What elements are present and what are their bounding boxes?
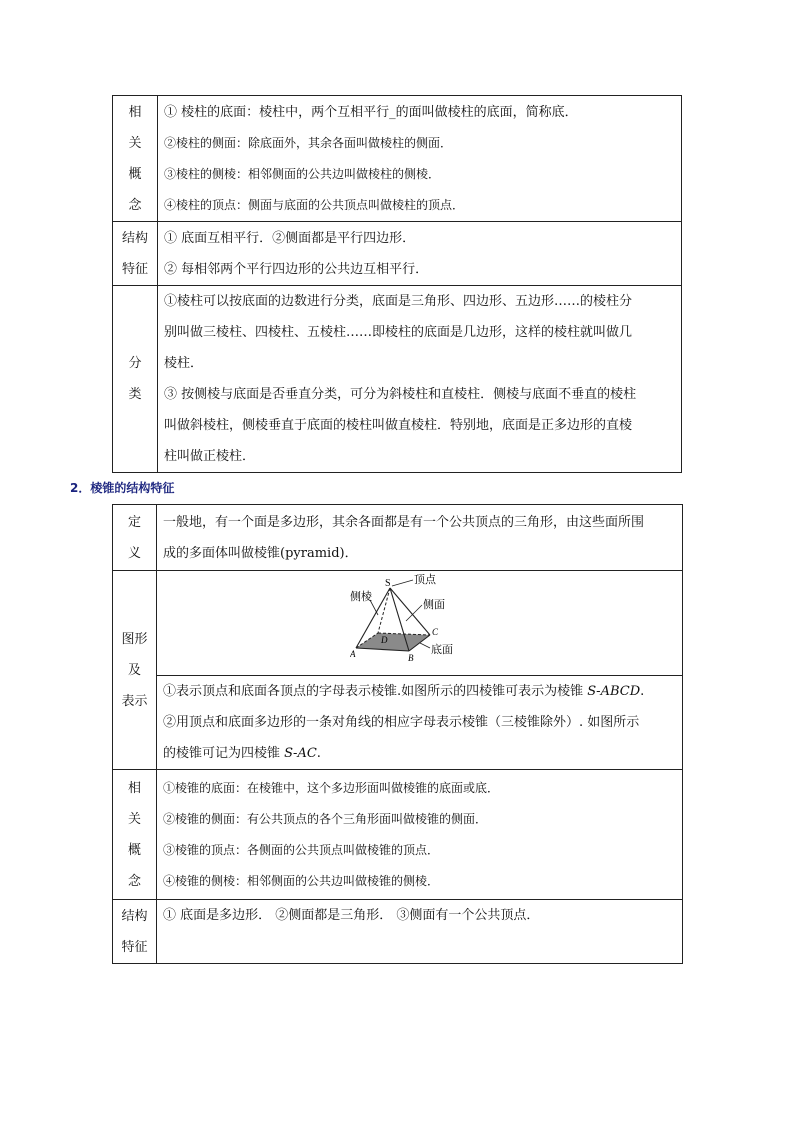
- pyramid-notation-row: [113, 676, 683, 770]
- text-line: ③ 按侧棱与底面是否垂直分类，可分为斜棱柱和直棱柱．侧棱与底面不垂直的棱柱: [164, 387, 637, 402]
- pointer-base: [420, 643, 430, 648]
- label-char: 关: [128, 135, 142, 151]
- pyramid-definition-content: [157, 505, 683, 571]
- prism-classification-row: [113, 286, 682, 473]
- label-char: 类: [128, 387, 142, 402]
- text-fragment: ①表示顶点和底面各顶点的字母表示棱锥.如图所示的四棱锥可表示为棱锥: [163, 684, 588, 699]
- pyramid-structure-content: [157, 900, 683, 964]
- label-char: 相: [128, 104, 142, 120]
- text-line: 一般地，有一个面是多边形，其余各面都是有一个公共顶点的三角形，由这些面所围: [163, 514, 645, 530]
- text-line: 别叫做三棱柱、四棱柱、五棱柱……即棱柱的底面是几边形，这样的棱柱就叫做几: [164, 325, 633, 340]
- label-lateral-edge: 侧棱: [349, 590, 372, 603]
- prism-concepts-row: [113, 96, 682, 222]
- text-line: 成的多面体叫做棱锥(pyramid)．: [163, 545, 358, 561]
- label-char: 表示: [121, 693, 148, 709]
- lateral-edge-sd: [378, 588, 390, 633]
- label-base: 底面: [430, 643, 453, 656]
- text-fragment: .: [640, 684, 645, 699]
- text-line: ① 底面是多边形． ②侧面都是三角形． ③侧面有一个公共顶点．: [163, 908, 540, 923]
- text-line: ③棱锥的顶点：各侧面的公共顶点叫做棱锥的顶点．: [163, 842, 440, 857]
- label-char: 定: [127, 514, 141, 530]
- prism-structure-content: [158, 222, 682, 286]
- label-line: 特征: [121, 939, 148, 955]
- label-line: 结构: [121, 230, 148, 246]
- pyramid-structure-row: [113, 900, 683, 964]
- prism-structure-row: [113, 222, 682, 286]
- math-symbol: S: [587, 684, 597, 699]
- pyramid-figure-cell: [157, 571, 683, 676]
- text-line: 棱柱．: [164, 356, 204, 371]
- prism-concepts-content: [158, 96, 682, 222]
- text-line: ①棱锥的底面：在棱锥中，这个多边形面叫做棱锥的底面或底．: [163, 780, 500, 795]
- text-line: ③棱柱的侧棱：相邻侧面的公共边叫做棱柱的侧棱．: [164, 166, 441, 181]
- label-char: 念: [127, 873, 141, 889]
- pointer-vertex: [392, 580, 413, 586]
- pyramid-table: [112, 504, 683, 964]
- text-line: ① 棱柱的底面：棱柱中，两个互相平行_的面叫做棱柱的底面，简称底．: [164, 104, 578, 120]
- math-symbol: AC: [297, 746, 317, 761]
- pyramid-concepts-label: [113, 770, 157, 900]
- label-line: 特征: [121, 261, 148, 277]
- text-line: [163, 676, 676, 707]
- label-lateral-face: 侧面: [422, 598, 445, 611]
- label-vertex: 顶点: [413, 573, 436, 586]
- prism-concepts-label: [113, 96, 158, 222]
- text-line: ②棱柱的侧面：除底面外，其余各面叫做棱柱的侧面．: [164, 135, 453, 150]
- text-line: ②用顶点和底面多边形的一条对角线的相应字母表示棱锥（三棱锥除外）. 如图所示: [163, 715, 640, 730]
- text-line: ② 每相邻两个平行四边形的公共边互相平行．: [164, 261, 429, 277]
- math-symbol: -: [293, 746, 298, 761]
- prism-classification-content: [158, 286, 682, 473]
- label-char: 念: [128, 197, 142, 213]
- pyramid-definition-row: [113, 505, 683, 571]
- label-b: B: [407, 653, 413, 663]
- label-char: 概: [127, 842, 141, 858]
- text-line: 柱叫做正棱柱．: [164, 449, 256, 464]
- pyramid-definition-label: [113, 505, 157, 571]
- label-char: 及: [127, 662, 141, 678]
- prism-table: [112, 95, 682, 473]
- math-symbol: S: [284, 746, 294, 761]
- pyramid-figure-row: [113, 571, 683, 676]
- text-fragment: .: [316, 746, 321, 761]
- label-char: 图形: [121, 631, 148, 647]
- prism-classification-label: [113, 286, 158, 473]
- label-line: 结构: [121, 908, 148, 924]
- lateral-edge-sc: [390, 588, 430, 635]
- text-line: ④棱柱的顶点：侧面与底面的公共顶点叫做棱柱的顶点．: [164, 197, 465, 212]
- text-fragment: 的棱锥可记为四棱锥: [163, 746, 285, 761]
- math-symbol: -: [596, 684, 601, 699]
- label-c: C: [431, 627, 438, 637]
- label-char: 关: [127, 811, 141, 827]
- text-line: 叫做斜棱柱，侧棱垂直于底面的棱柱叫做直棱柱．特别地，底面是正多边形的直棱: [164, 418, 633, 433]
- pyramid-structure-label: [113, 900, 157, 964]
- pyramid-concepts-row: [113, 770, 683, 900]
- text-line: ②棱锥的侧面：有公共顶点的各个三角形面叫做棱锥的侧面．: [163, 811, 488, 826]
- pointer-lateral-face: [406, 605, 422, 621]
- section-title: 2．棱锥的结构特征: [70, 481, 175, 495]
- pyramid-notation-content: [157, 676, 683, 770]
- label-char: 相: [127, 780, 141, 796]
- text-line: ④棱锥的侧棱：相邻侧面的公共边叫做棱锥的侧棱．: [163, 873, 440, 888]
- text-line: ①棱柱可以按底面的边数进行分类，底面是三角形、四边形、五边形……的棱柱分: [164, 294, 633, 309]
- label-char: 分: [128, 356, 142, 371]
- label-char: 义: [127, 545, 141, 561]
- prism-structure-label: [113, 222, 158, 286]
- label-s: S: [384, 578, 391, 589]
- text-line: ① 底面互相平行．②侧面都是平行四边形．: [164, 230, 416, 246]
- pyramid-figure-label: [113, 571, 157, 770]
- label-char: 概: [128, 166, 142, 182]
- label-a: A: [349, 649, 355, 659]
- pyramid-concepts-content: [157, 770, 683, 900]
- label-d: D: [380, 635, 387, 645]
- text-line: [163, 738, 676, 769]
- pyramid-diagram: [350, 573, 490, 673]
- math-symbol: ABCD: [600, 684, 641, 699]
